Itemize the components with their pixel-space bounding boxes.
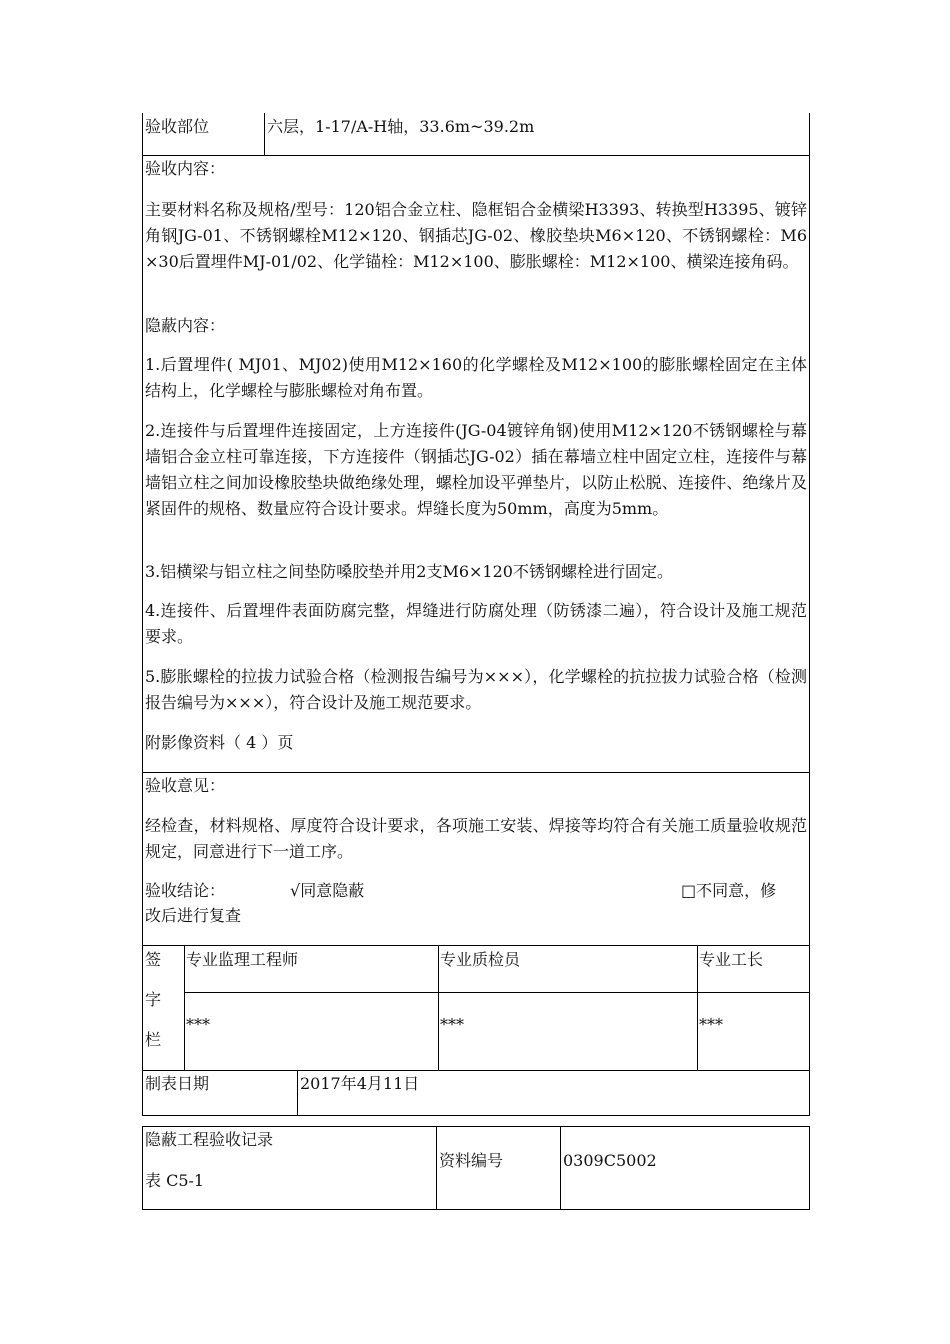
hidden-item-1: 1.后置埋件( MJ01、MJ02)使用M12×160的化学螺栓及M12×100的膨胀螺栓固定在主体结构上，化学螺栓与膨胀螺检对角布置。 <box>145 355 807 400</box>
location-label: 验收部位 <box>145 117 210 136</box>
row-divider-2 <box>142 772 810 773</box>
doc-no-label: 资料编号 <box>439 1151 504 1170</box>
hidden-item-4: 4.连接件、后置埋件表面防腐完整，焊缝进行防腐处理（防锈漆二遍），符合设计及施工规范要求。 <box>145 601 807 646</box>
table-left-border <box>142 113 143 1116</box>
location-divider <box>264 113 265 155</box>
location-value: 六层，1-17/A-H轴，33.6m~39.2m <box>267 117 535 136</box>
signature-label-2: 字 <box>145 990 162 1009</box>
signature-label-1: 签 <box>145 950 162 969</box>
conclusion-label: 验收结论： <box>145 881 226 900</box>
footer-title-line2: 表 C5-1 <box>145 1171 205 1190</box>
signature-label-3: 栏 <box>145 1030 162 1049</box>
disagree-option-continued: 改后进行复查 <box>145 906 242 925</box>
agree-option: √同意隐蔽 <box>290 881 365 900</box>
signature-divider <box>184 992 810 993</box>
name-foreman: *** <box>699 1015 723 1034</box>
date-divider <box>297 1070 298 1115</box>
footer-table-right <box>809 1126 810 1210</box>
materials-text: 主要材料名称及规格/型号：120铝合金立柱、隐框铝合金横梁H3393、转换型H3395、镀锌角钢JG-01、不锈钢螺栓M12×120、钢插芯JG-02、橡胶垫块M6×120、不锈钢螺栓：M6×30后置埋件MJ-01/02、化学锚栓：M12×100、膨胀螺栓：M12×100、横梁连接角码。 <box>145 200 807 271</box>
footer-divider-2 <box>560 1126 561 1209</box>
table-bottom-border <box>142 1115 810 1116</box>
footer-table-left <box>142 1126 143 1210</box>
name-supervisor: *** <box>186 1015 210 1034</box>
doc-no-value: 0309C5002 <box>563 1151 657 1170</box>
hidden-heading: 隐蔽内容： <box>145 316 226 335</box>
signature-col-2 <box>438 945 439 1070</box>
role-inspector: 专业质检员 <box>440 950 521 969</box>
signature-col-1 <box>184 945 185 1070</box>
footer-table-bottom <box>142 1209 810 1210</box>
hidden-item-3: 3.铝横梁与铝立柱之间垫防嗓胶垫并用2支M6×120不锈钢螺栓进行固定。 <box>145 562 673 581</box>
table-right-border <box>809 113 810 1116</box>
signature-col-3 <box>697 945 698 1070</box>
row-divider-3 <box>142 945 810 946</box>
attachments-text: 附影像资料（ 4 ）页 <box>145 733 294 752</box>
opinion-heading: 验收意见： <box>145 776 226 795</box>
role-foreman: 专业工长 <box>699 950 764 969</box>
row-divider-4 <box>142 1070 810 1071</box>
footer-title-line1: 隐蔽工程验收记录 <box>145 1130 274 1149</box>
content-heading: 验收内容： <box>145 159 226 178</box>
row-divider-1 <box>142 155 810 156</box>
date-value: 2017年4月11日 <box>300 1074 420 1093</box>
hidden-item-5: 5.膨胀螺栓的拉拔力试验合格（检测报告编号为×××），化学螺栓的抗拉拔力试验合格（检测报告编号为×××），符合设计及施工规范要求。 <box>145 667 807 712</box>
disagree-option: □不同意，修 <box>681 881 777 900</box>
name-inspector: *** <box>440 1015 464 1034</box>
hidden-item-2: 2.连接件与后置埋件连接固定，上方连接件(JG-04镀锌角钢)使用M12×120不锈钢螺栓与幕墙铝合金立柱可靠连接，下方连接件（钢插芯JG-02）插在幕墙立柱中固定立柱，连接件与幕墙铝立柱之间加设橡胶垫块做绝缘处理，螺栓加设平弹垫片，以防止松脱、连接件、绝缘片及紧固件的规格、数量应符合设计要求。焊缝长度为50mm，高度为5mm。 <box>145 421 807 518</box>
footer-divider-1 <box>436 1126 437 1209</box>
opinion-text: 经检查，材料规格、厚度符合设计要求，各项施工安装、焊接等均符合有关施工质量验收规范规定，同意进行下一道工序。 <box>145 816 807 861</box>
role-supervisor: 专业监理工程师 <box>186 950 299 969</box>
date-label: 制表日期 <box>145 1074 210 1093</box>
